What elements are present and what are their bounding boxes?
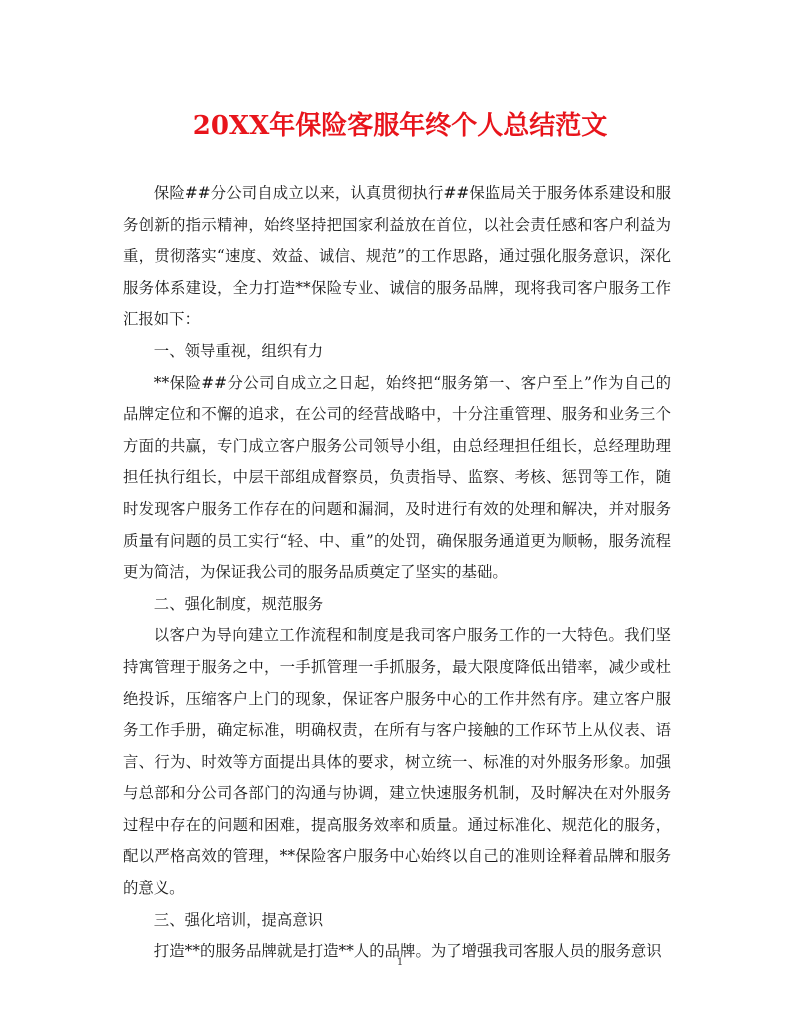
paragraph-intro: 保险##分公司自成立以来，认真贯彻执行##保监局关于服务体系建设和服务创新的指示精神，始终坚持把国家利益放在首位，以社会责任感和客户利益为重，贯彻落实“速度、效益、诚信、规范”的工作思路，通过强化服务意识，深化服务体系建设，全力打造**保险专业、诚信的服务品牌，现将我司客户服务工作汇报如下： xyxy=(123,184,671,329)
paragraph-section-1: **保险##分公司自成立之日起，始终把“服务第一、客户至上”作为自己的品牌定位和不懈的追求，在公司的经营战略中，十分注重管理、服务和业务三个方面的共赢，专门成立客户服务公司领导小组，由总经理担任组长，总经理助理担任执行组长，中层干部组成督察员，负责指导、监察、考核、惩罚等工作，随时发现客户服务工作存在的问题和漏洞，及时进行有效的处理和解决，并对服务质量有问题的员工实行“轻、中、重”的处罚，确保服务通道更为顺畅，服务流程更为简洁，为保证我公司的服务品质奠定了坚实的基础。 xyxy=(123,373,671,582)
document-body xyxy=(123,178,671,968)
paragraph-section-3: 打造**的服务品牌就是打造**人的品牌。为了增强我司客服人员的服务意识 xyxy=(153,942,662,961)
section-heading-1: 一、领导重视，组织有力 xyxy=(153,341,324,360)
document-title: 20XX年保险客服年终个人总结范文 xyxy=(192,111,608,141)
section-heading-2: 二、强化制度，规范服务 xyxy=(153,594,324,613)
paragraph-section-2: 以客户为导向建立工作流程和制度是我司客户服务工作的一大特色。我们坚持寓管理于服务之中，一手抓管理一手抓服务，最大限度降低出错率，减少或杜绝投诉，压缩客户上门的现象，保证客户服务中心的工作井然有序。建立客户服务工作手册，确定标准，明确权责，在所有与客户接触的工作环节上从仪表、语言、行为、时效等方面提出具体的要求，树立统一、标准的对外服务形象。加强与总部和分公司各部门的沟通与协调，建立快速服务机制，及时解决在对外服务过程中存在的问题和困难，提高服务效率和质量。通过标准化、规范化的服务，配以严格高效的管理，**保险客户服务中心始终以自己的准则诠释着品牌和服务的意义。 xyxy=(123,626,671,898)
section-heading-3: 三、强化培训，提高意识 xyxy=(153,910,324,929)
page-number: 1 xyxy=(396,957,404,968)
